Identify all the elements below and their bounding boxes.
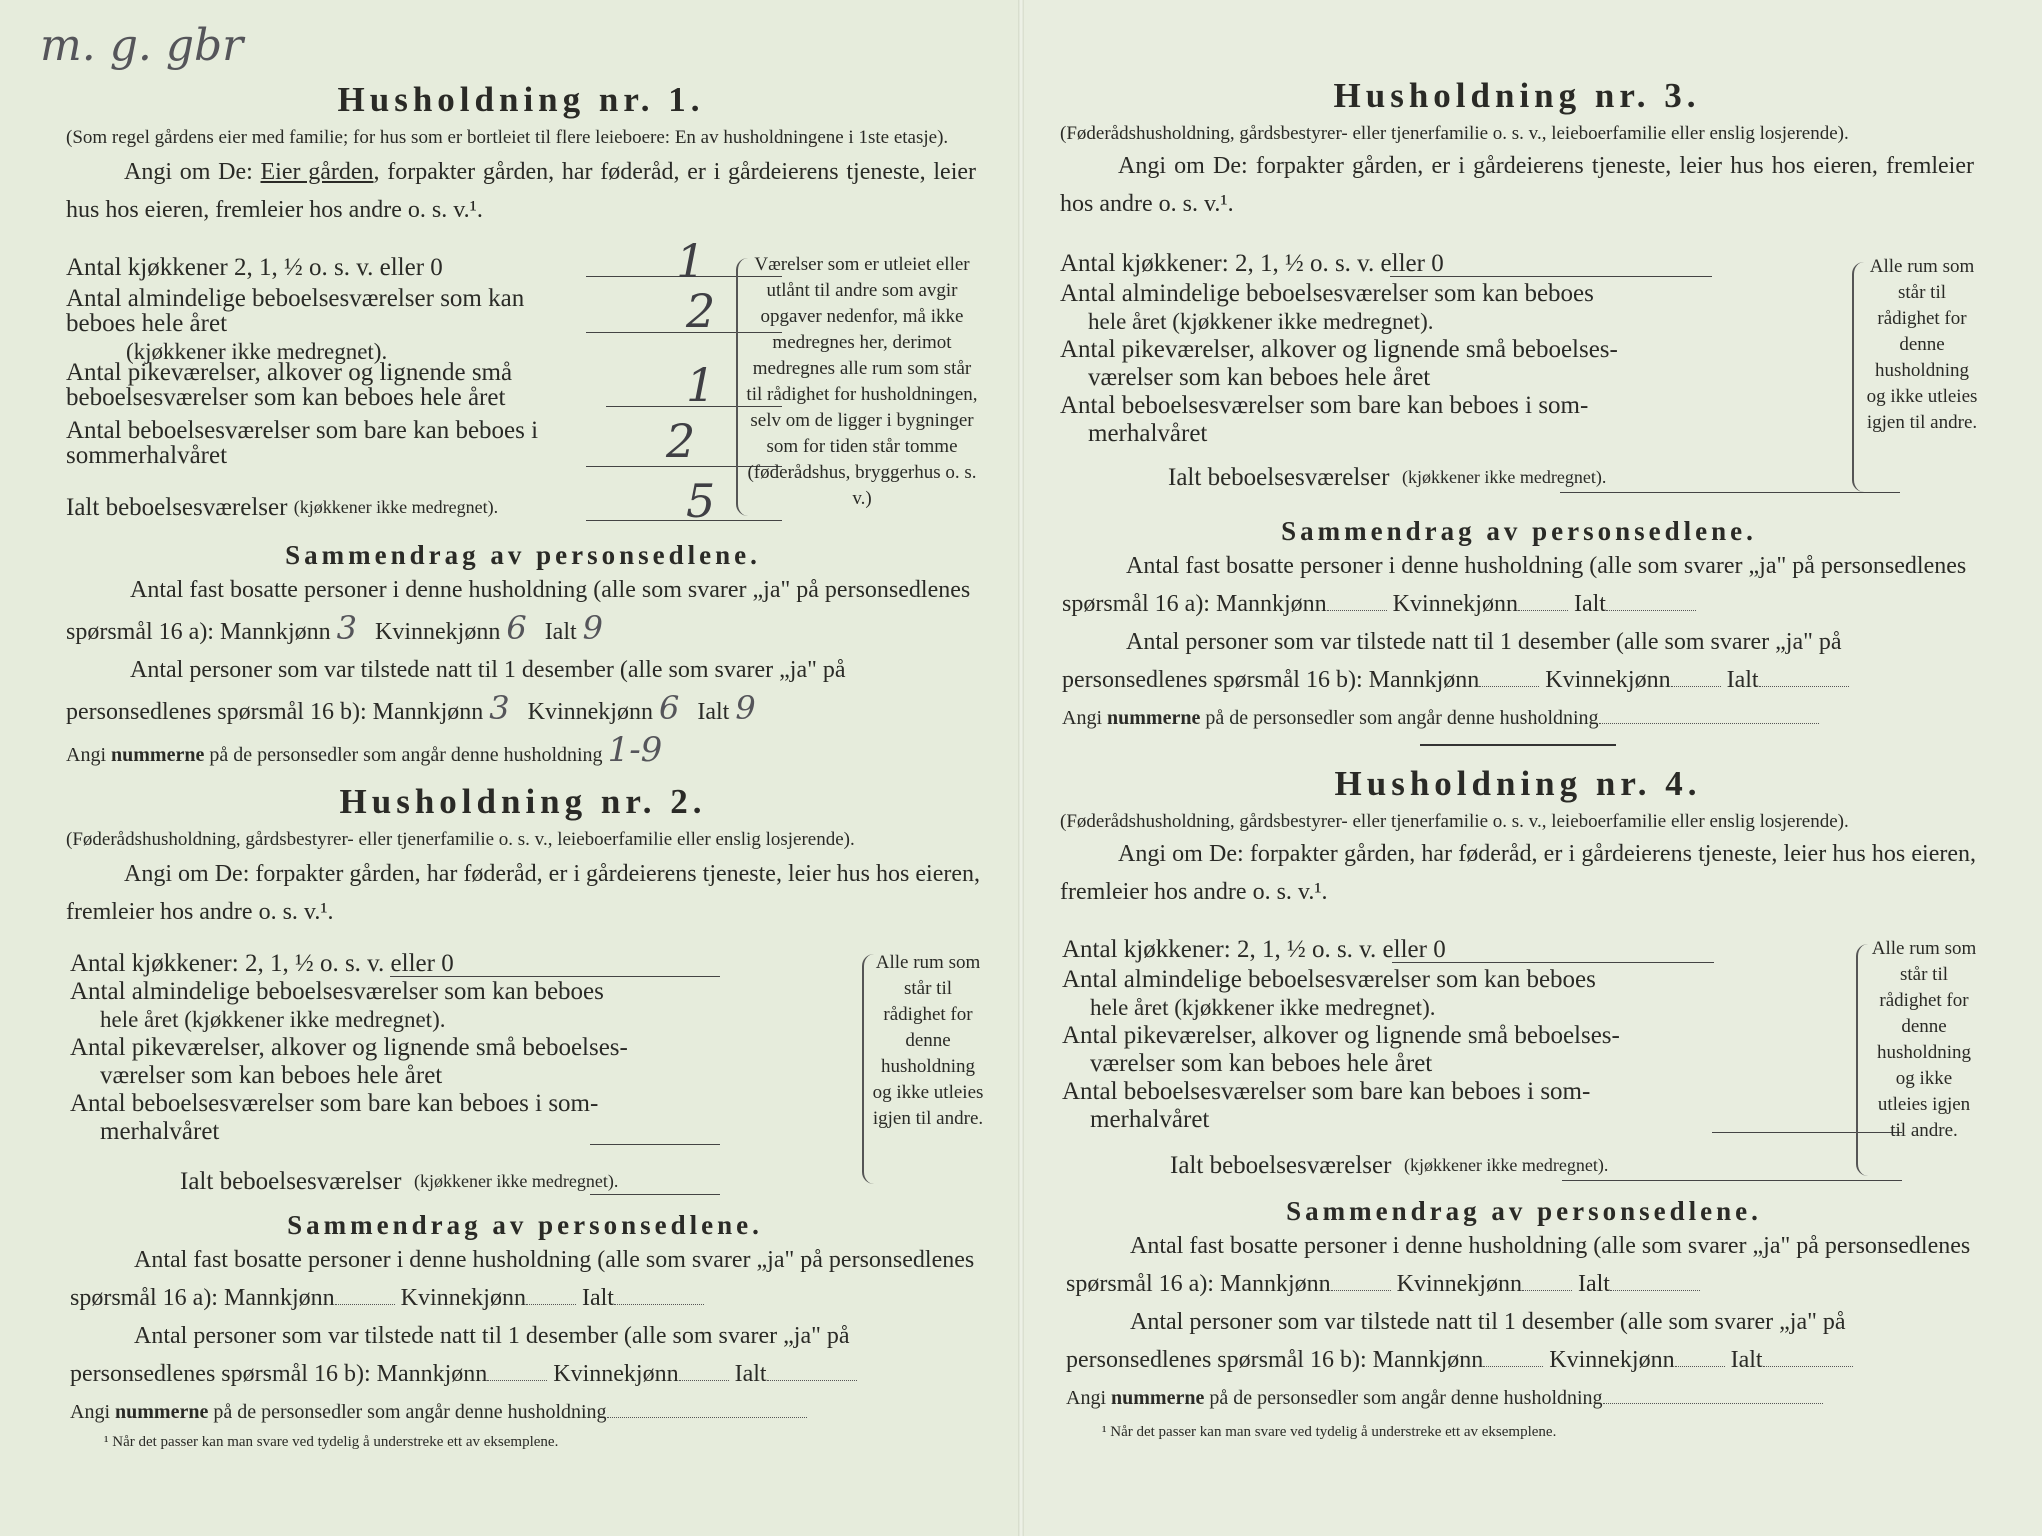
- h4-row-0: Antal kjøkkener: 2, 1, ½ o. s. v. eller 0: [1062, 936, 1446, 963]
- h3-total: Ialt beboelsesværelser (kjøkkener ikke medregnet).: [1168, 464, 1607, 491]
- household-1-note: (Som regel gårdens eier med familie; for hus som er bortleiet til flere leieboere: En av husholdningene i 1ste etasje).: [66, 127, 949, 148]
- h2-row-4: værelser som kan beboes hele året: [100, 1062, 443, 1089]
- h4-brace: [1856, 944, 1870, 1176]
- h4-row-4: værelser som kan beboes hele året: [1090, 1050, 1433, 1077]
- household-2-note: (Føderådshusholdning, gårdsbestyrer- eller tjenerfamilie o. s. v., leieboerfamilie eller enslig losjerende).: [66, 829, 855, 850]
- h3-summary-title: Sammendrag av personsedlene.: [1281, 516, 1757, 546]
- household-4-summary: [1066, 1196, 1982, 1417]
- household-1-title: Husholdning nr. 1.: [337, 80, 705, 119]
- h1-small-rooms-answer: 1: [686, 358, 716, 412]
- household-1-summary: [66, 540, 980, 774]
- h2-brace-note: Alle rum som står til rådighet for denne husholdning og ikke utleies igjen til andre.: [872, 952, 984, 1129]
- household-4-status-question: Angi om De: forpakter gården, har føderåd, er i gårdeierens tjeneste, leier hus hos eieren, fremleier hos andre o. s. v.¹.: [1060, 841, 1976, 905]
- h4-line-0: [1392, 962, 1714, 963]
- household-4-rooms: [1062, 936, 1722, 1186]
- household-3-note: (Føderådshusholdning, gårdsbestyrer- eller tjenerfamilie o. s. v., leieboerfamilie eller enslig losjerende).: [1060, 123, 1849, 144]
- left-footnote: ¹ Når det passer kan man svare ved tydelig å understreke ett av eksemplene.: [104, 1434, 559, 1450]
- h4-row-5: Antal beboelsesværelser som bare kan beboes i som-: [1062, 1078, 1591, 1105]
- h1-resident-total: 9: [582, 609, 604, 647]
- household-4-section: [1060, 764, 1976, 911]
- h4-summary-present: Antal personer som var tilstede natt til 1 desember (alle som svarer „ja" på personsedlenes spørsmål 16 b): Mannkjønn Kvinnekjønn Ialt: [1066, 1303, 1982, 1379]
- h1-ordinary-rooms-answer: 2: [686, 284, 716, 338]
- h3-row-0: Antal kjøkkener: 2, 1, ½ o. s. v. eller 0: [1060, 250, 1444, 277]
- household-2-status-question: Angi om De: forpakter gården, har føderåd, er i gårdeierens tjeneste, leier hus hos eieren, fremleier hos andre o. s. v.¹.: [66, 861, 980, 925]
- household-2-section: [66, 782, 980, 931]
- h3-row-1: Antal almindelige beboelsesværelser som kan beboes: [1060, 280, 1594, 307]
- h2-summary-present: Antal personer som var tilstede natt til 1 desember (alle som svarer „ja" på personsedlenes spørsmål 16 b): Mannkjønn Kvinnekjønn Ialt: [70, 1317, 980, 1393]
- h4-summary-title: Sammendrag av personsedlene.: [1286, 1196, 1762, 1226]
- household-3-title: Husholdning nr. 3.: [1333, 76, 1701, 115]
- h4-row-6: merhalvåret: [1090, 1106, 1210, 1133]
- h3-total-line: [1560, 492, 1900, 493]
- h3-row-5: Antal beboelsesværelser som bare kan beboes i som-: [1060, 392, 1589, 419]
- h1-summary-resident: Antal fast bosatte personer i denne husholdning (alle som svarer „ja" på personsedlenes spørsmål 16 a): Mannkjønn 3 Kvinnekjønn 6 Ialt 9: [66, 577, 971, 647]
- h1-total-rooms-line: [586, 520, 782, 521]
- h4-total: Ialt beboelsesværelser (kjøkkener ikke medregnet).: [1170, 1152, 1609, 1179]
- h2-row-0: Antal kjøkkener: 2, 1, ½ o. s. v. eller 0: [70, 950, 454, 977]
- h1-kitchens-label: Antal kjøkkener 2, 1, ½ o. s. v. eller 0: [66, 254, 443, 281]
- corner-handwriting: m. g. gbr: [40, 20, 244, 71]
- h4-row-3: Antal pikeværelser, alkover og lignende små beboelses-: [1062, 1022, 1620, 1049]
- h4-row-2: hele året (kjøkkener ikke medregnet).: [1090, 995, 1436, 1020]
- household-3-summary: [1062, 516, 1976, 737]
- household-1-status-answer: Eier gården: [260, 159, 374, 185]
- household-4-title: Husholdning nr. 4.: [1334, 764, 1702, 803]
- h1-present-female: 6: [658, 689, 680, 727]
- h2-row-5: Antal beboelsesværelser som bare kan beboes i som-: [70, 1090, 599, 1117]
- h1-small-rooms-label: Antal pikeværelser, alkover og lignende små beboelsesværelser som kan beboes hele året: [66, 359, 513, 411]
- h2-total: Ialt beboelsesværelser (kjøkkener ikke medregnet).: [180, 1168, 619, 1195]
- h2-row-6: merhalvåret: [100, 1118, 220, 1145]
- h2-numbers-row: Angi nummerne på de personsedler som angår denne husholdning: [70, 1393, 980, 1431]
- h1-ordinary-rooms-label: Antal almindelige beboelsesværelser som kan beboes hele året: [66, 285, 525, 337]
- h2-line-6: [590, 1144, 720, 1145]
- h2-line-0: [390, 976, 720, 977]
- household-2-summary: [70, 1210, 980, 1431]
- h3-brace: [1852, 262, 1866, 492]
- h2-summary-title: Sammendrag av personsedlene.: [287, 1210, 763, 1240]
- household-1-section: [66, 80, 976, 229]
- h3-row-2: hele året (kjøkkener ikke medregnet).: [1088, 309, 1434, 334]
- page-fold: [1018, 0, 1024, 1536]
- h2-row-1: Antal almindelige beboelsesværelser som kan beboes: [70, 978, 604, 1005]
- h3-line-0: [1390, 276, 1712, 277]
- household-3-status-question: Angi om De: forpakter gården, er i gårdeierens tjeneste, leier hus hos eieren, fremleier hos andre o. s. v.¹.: [1060, 153, 1974, 217]
- h1-summary-title: Sammendrag av personsedlene.: [285, 540, 761, 570]
- h2-summary-resident: Antal fast bosatte personer i denne husholdning (alle som svarer „ja" på personsedlenes spørsmål 16 a): Mannkjønn Kvinnekjønn Ialt: [70, 1247, 975, 1311]
- h4-total-line: [1562, 1180, 1902, 1181]
- household-1-rooms: [66, 234, 716, 528]
- household-1-status-question: Angi om De: Eier gården, forpakter gården, har føderåd, er i gårdeierens tjeneste, leier hus hos eieren, fremleier hos andre o. s. v.¹.: [66, 159, 977, 223]
- household-4-note: (Føderådshusholdning, gårdsbestyrer- eller tjenerfamilie o. s. v., leieboerfamilie eller enslig losjerende).: [1060, 811, 1849, 832]
- h1-present-male: 3: [489, 689, 510, 727]
- h1-resident-male: 3: [336, 609, 357, 647]
- right-footnote: ¹ Når det passer kan man svare ved tydelig å understreke ett av eksemplene.: [1102, 1424, 1557, 1440]
- h1-present-total: 9: [735, 689, 756, 727]
- household-3-section: [1060, 76, 1974, 223]
- h4-summary-resident: Antal fast bosatte personer i denne husholdning (alle som svarer „ja" på personsedlenes spørsmål 16 a): Mannkjønn Kvinnekjønn Ialt: [1066, 1233, 1971, 1297]
- h1-total-rooms-label: Ialt beboelsesværelser (kjøkkener ikke medregnet).: [66, 494, 499, 521]
- h2-row-2: hele året (kjøkkener ikke medregnet).: [100, 1007, 446, 1032]
- h3-row-4: værelser som kan beboes hele året: [1088, 364, 1431, 391]
- h3-row-3: Antal pikeværelser, alkover og lignende små beboelses-: [1060, 336, 1618, 363]
- h1-numbers-row: Angi nummerne på de personsedler som angår denne husholdning 1-9: [66, 730, 663, 770]
- h4-brace-note: Alle rum som står til rådighet for denne husholdning og ikke utleies igjen til andre.: [1871, 938, 1977, 1141]
- h4-row-1: Antal almindelige beboelsesværelser som kan beboes: [1062, 966, 1596, 993]
- household-3-rooms: [1060, 250, 1720, 500]
- h1-kitchens-excluded-note: (kjøkkener ikke medregnet).: [126, 339, 388, 364]
- h1-numbers-answer: 1-9: [607, 730, 663, 770]
- h1-brace-note: Værelser som er utleiet eller utlånt til andre som avgir opgaver nedenfor, må ikke medregnes her, derimot medregnes alle rum som står til rådighet for husholdningen, selv om de ligger i bygninger som for tiden står tomme (føderådshus, bryggerhus o. s. v.): [746, 254, 978, 509]
- h2-total-line: [590, 1194, 720, 1195]
- h4-numbers-row: Angi nummerne på de personsedler som angår denne husholdning: [1066, 1379, 1982, 1417]
- h3-summary-resident: Antal fast bosatte personer i denne husholdning (alle som svarer „ja" på personsedlenes spørsmål 16 a): Mannkjønn Kvinnekjønn Ialt: [1062, 553, 1967, 617]
- h1-summer-rooms-answer: 2: [666, 414, 696, 468]
- household-2-title: Husholdning nr. 2.: [339, 782, 707, 821]
- h3-summary-present: Antal personer som var tilstede natt til 1 desember (alle som svarer „ja" på personsedlenes spørsmål 16 b): Mannkjønn Kvinnekjønn Ialt: [1062, 623, 1976, 699]
- h3-brace-note: Alle rum som står til rådighet for denne husholdning og ikke utleies igjen til andre.: [1866, 256, 1978, 433]
- h3-row-6: merhalvåret: [1088, 420, 1208, 447]
- h1-total-rooms-answer: 5: [686, 474, 716, 528]
- h3-numbers-row: Angi nummerne på de personsedler som angår denne husholdning: [1062, 699, 1976, 737]
- h2-row-3: Antal pikeværelser, alkover og lignende små beboelses-: [70, 1034, 628, 1061]
- h1-summary-present: Antal personer som var tilstede natt til 1 desember (alle som svarer „ja" på personsedlenes spørsmål 16 b): Mannkjønn 3 Kvinnekjønn 6 Ialt 9: [66, 657, 846, 727]
- h1-kitchens-answer: 1: [676, 234, 706, 288]
- h1-resident-female: 6: [506, 609, 527, 647]
- h1-summer-rooms-label: Antal beboelsesværelser som bare kan beboes i sommerhalvåret: [66, 417, 539, 469]
- h3-h4-divider: [1420, 744, 1616, 746]
- household-2-rooms: [70, 950, 720, 1200]
